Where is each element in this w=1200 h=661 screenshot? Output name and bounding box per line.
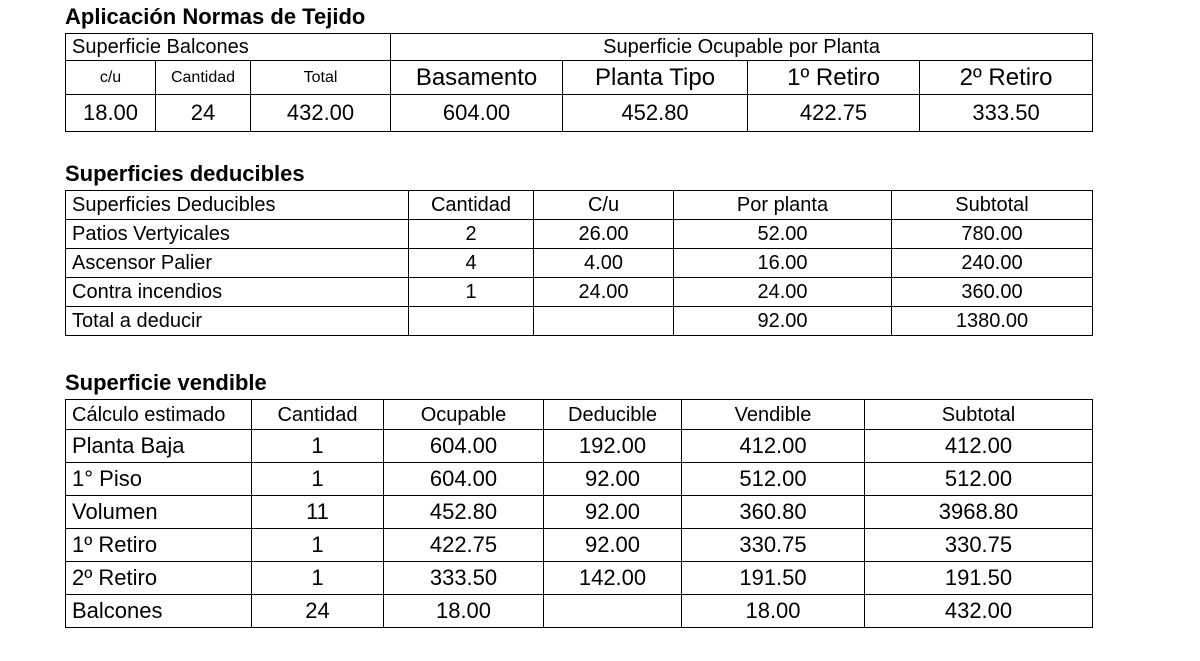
balcones-header: Superficie Balcones — [66, 34, 391, 61]
subheader-1-retiro: 1º Retiro — [748, 61, 920, 95]
cell-cu — [534, 307, 674, 336]
cell-deducible: 92.00 — [544, 529, 682, 562]
cell-por-planta: 92.00 — [674, 307, 892, 336]
table-row — [66, 595, 1093, 628]
subheader-basamento: Basamento — [391, 61, 563, 95]
cell-subtotal: 191.50 — [865, 562, 1093, 595]
cell-ocupable: 604.00 — [384, 463, 544, 496]
cell-por-planta: 52.00 — [674, 220, 892, 249]
table-row — [66, 496, 1093, 529]
subheader-cu: c/u — [66, 61, 156, 95]
cell-vendible: 191.50 — [682, 562, 865, 595]
section-title-deducibles: Superficies deducibles — [65, 161, 305, 186]
cell-subtotal: 432.00 — [865, 595, 1093, 628]
header-por-planta: Por planta — [674, 191, 892, 220]
cell-ocupable: 422.75 — [384, 529, 544, 562]
cell-cantidad: 4 — [409, 249, 534, 278]
table-row — [66, 220, 1093, 249]
cell-subtotal: 240.00 — [892, 249, 1093, 278]
subheader-cantidad: Cantidad — [156, 61, 251, 95]
cell-deducible — [544, 595, 682, 628]
cell-subtotal: 1380.00 — [892, 307, 1093, 336]
cell-cantidad — [409, 307, 534, 336]
header-superficies-deducibles: Superficies Deducibles — [66, 191, 409, 220]
cell-cantidad: 1 — [252, 430, 384, 463]
value-cu: 18.00 — [66, 95, 156, 132]
cell-subtotal: 412.00 — [865, 430, 1093, 463]
deducibles-table — [65, 190, 1093, 336]
table-row — [66, 278, 1093, 307]
cell-subtotal: 360.00 — [892, 278, 1093, 307]
cell-name: Planta Baja — [66, 430, 252, 463]
header-cantidad: Cantidad — [409, 191, 534, 220]
cell-ocupable: 333.50 — [384, 562, 544, 595]
cell-cantidad: 11 — [252, 496, 384, 529]
header-subtotal: Subtotal — [892, 191, 1093, 220]
cell-deducible: 192.00 — [544, 430, 682, 463]
header-subtotal: Subtotal — [865, 400, 1093, 430]
cell-subtotal: 780.00 — [892, 220, 1093, 249]
value-cantidad: 24 — [156, 95, 251, 132]
table-row — [66, 529, 1093, 562]
table-row — [66, 562, 1093, 595]
normas-tejido-table — [65, 33, 1093, 132]
cell-cantidad: 1 — [252, 463, 384, 496]
cell-ocupable: 18.00 — [384, 595, 544, 628]
cell-cantidad: 24 — [252, 595, 384, 628]
cell-name: 2º Retiro — [66, 562, 252, 595]
cell-name: Patios Vertyicales — [66, 220, 409, 249]
cell-cu: 4.00 — [534, 249, 674, 278]
header-cantidad: Cantidad — [252, 400, 384, 430]
cell-name: Contra incendios — [66, 278, 409, 307]
cell-por-planta: 24.00 — [674, 278, 892, 307]
value-1-retiro: 422.75 — [748, 95, 920, 132]
cell-vendible: 18.00 — [682, 595, 865, 628]
cell-cu: 26.00 — [534, 220, 674, 249]
table-row — [66, 430, 1093, 463]
value-total: 432.00 — [251, 95, 391, 132]
cell-name: Total a deducir — [66, 307, 409, 336]
cell-deducible: 92.00 — [544, 496, 682, 529]
header-cu: C/u — [534, 191, 674, 220]
value-planta-tipo: 452.80 — [563, 95, 748, 132]
cell-cantidad: 2 — [409, 220, 534, 249]
ocupable-header: Superficie Ocupable por Planta — [391, 34, 1093, 61]
vendible-table — [65, 399, 1093, 628]
header-calculo-estimado: Cálculo estimado — [66, 400, 252, 430]
section-title-vendible: Superficie vendible — [65, 370, 267, 395]
cell-name: 1º Retiro — [66, 529, 252, 562]
cell-cantidad: 1 — [409, 278, 534, 307]
cell-por-planta: 16.00 — [674, 249, 892, 278]
cell-cu: 24.00 — [534, 278, 674, 307]
section-title-normas-tejido: Aplicación Normas de Tejido — [65, 4, 366, 29]
cell-deducible: 142.00 — [544, 562, 682, 595]
cell-vendible: 412.00 — [682, 430, 865, 463]
cell-cantidad: 1 — [252, 529, 384, 562]
subheader-total: Total — [251, 61, 391, 95]
cell-name: Ascensor Palier — [66, 249, 409, 278]
cell-deducible: 92.00 — [544, 463, 682, 496]
table-row — [66, 249, 1093, 278]
subheader-2-retiro: 2º Retiro — [920, 61, 1093, 95]
subheader-planta-tipo: Planta Tipo — [563, 61, 748, 95]
value-2-retiro: 333.50 — [920, 95, 1093, 132]
value-basamento: 604.00 — [391, 95, 563, 132]
cell-name: 1° Piso — [66, 463, 252, 496]
cell-vendible: 512.00 — [682, 463, 865, 496]
cell-name: Volumen — [66, 496, 252, 529]
table-row-total — [66, 307, 1093, 336]
cell-vendible: 330.75 — [682, 529, 865, 562]
header-vendible: Vendible — [682, 400, 865, 430]
cell-subtotal: 512.00 — [865, 463, 1093, 496]
header-ocupable: Ocupable — [384, 400, 544, 430]
cell-cantidad: 1 — [252, 562, 384, 595]
cell-ocupable: 452.80 — [384, 496, 544, 529]
cell-subtotal: 330.75 — [865, 529, 1093, 562]
cell-name: Balcones — [66, 595, 252, 628]
cell-ocupable: 604.00 — [384, 430, 544, 463]
cell-vendible: 360.80 — [682, 496, 865, 529]
header-deducible: Deducible — [544, 400, 682, 430]
table-row — [66, 463, 1093, 496]
cell-subtotal: 3968.80 — [865, 496, 1093, 529]
